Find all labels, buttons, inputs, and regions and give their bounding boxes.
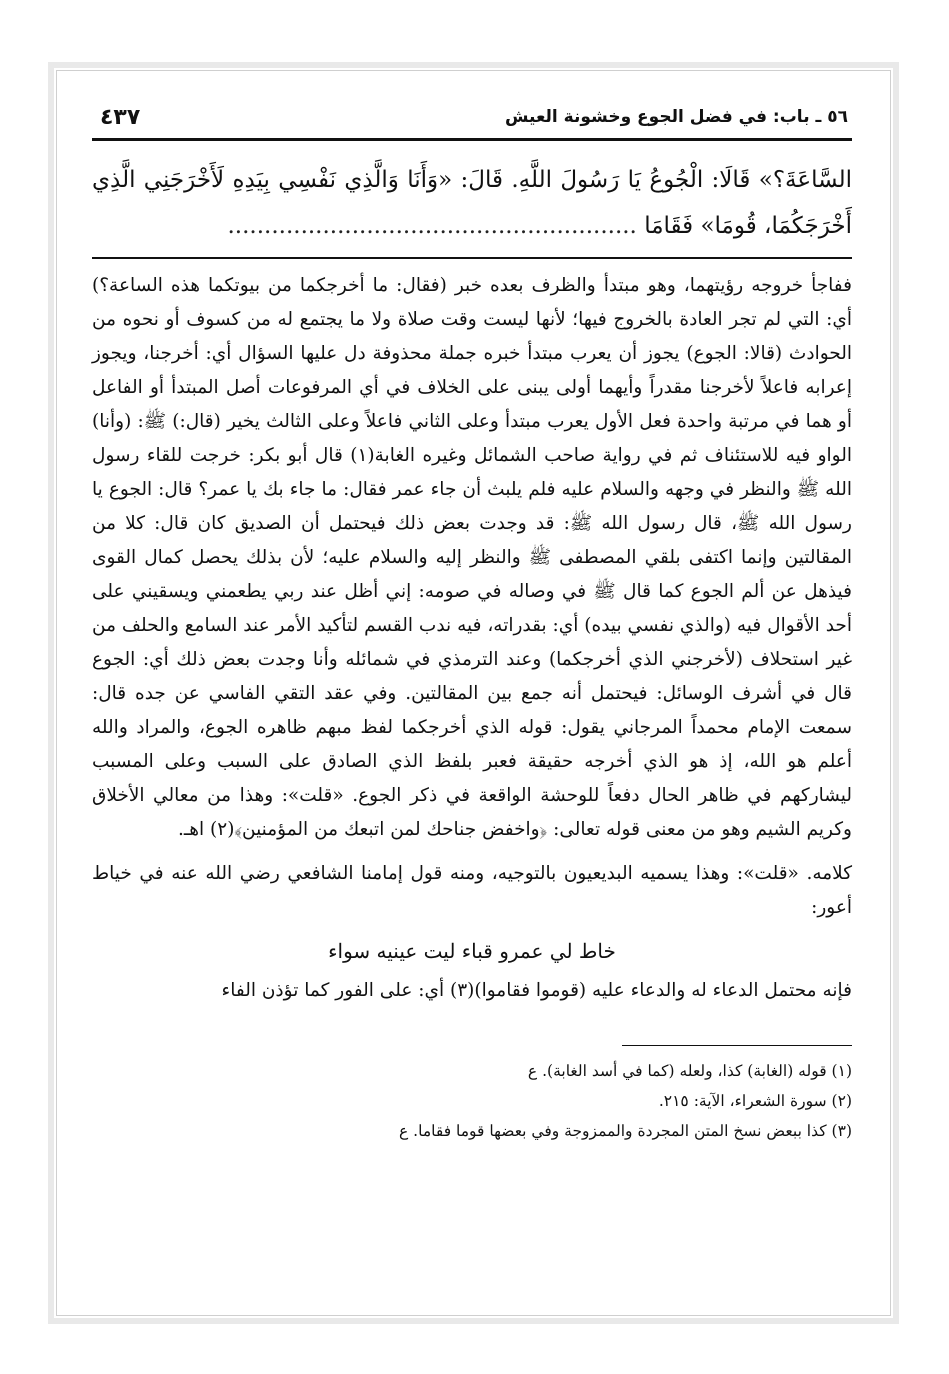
commentary-paragraph: ففاجأ خروجه رؤيتهما، وهو مبتدأ والظرف بعده خبر (فقال: ما أخرجكما من بيوتكما هذه الساعة؟) أي: التي لم تجر العادة بالخروج فيها؛ لأنها ليست وقت صلاة ولا ما يجتمع له من كسوف أو نحوه من الحوادث (قالا: الجوع) يجوز أن يعرب مبتدأ خبره جملة محذوفة دل عليها السؤال أي: أخرجنا، ويجوز إعرابه فاعلاً لأخرجنا مقدراً وأيهما أولى يبنى على الخلاف في أي المرفوعات أصل المبتدأ أو الفاعل أو هما في مرتبة واحدة فعل الأول يعرب مبتدأ وعلى الثاني فاعلاً وعلى الثالث يخير (قال:) ﷺ: (وأنا) الواو فيه للاستئناف ثم في رواية صاحب الشمائل وغيره الغابة(١) قال أبو بكر: خرجت للقاء رسول الله ﷺ والنظر في وجهه والسلام عليه فلم يلبث أن جاء عمر فقال: ما جاء بك يا عمر؟ قال: الجوع يا رسول الله ﷺ، قال رسول الله ﷺ: قد وجدت بعض ذلك فيحتمل أن الصديق كان قال: كلا من المقالتين وإنما اكتفى بلقي المصطفى ﷺ والنظر إليه والسلام عليه؛ لأن بذلك يحصل كمال القوى فيذهل عن ألم الجوع كما قال ﷺ في وصاله في صومه: إني أظل عند ربي يطعمني ويسقيني على أحد الأقوال فيه (والذي نفسي بيده) أي: بقدراته، فيه ندب القسم لتأكيد الأمر عند السامع والحلف من غير استحلاف (لأخرجني الذي أخرجكما) وعند الترمذي في شمائله وأنا وجدت بعض ذلك أي: الجوع قال في أشرف الوسائل: فيحتمل أنه جمع بين المقالتين. وفي عقد التقي الفاسي عن جده قال: سمعت الإمام محمداً المرجاني يقول: قوله الذي أخرجكما لفظ مبهم ظاهره الجوع، والمراد والله أعلم هو الله، إذ هو الذي أخرجه حقيقة فعبر بلفظ الذي الصادق على السبب وعلى المسبب ليشاركهم في ظاهر الحال دفعاً للوحشة الواقعة في ذكر الجوع. «قلت»: وهذا من معالي الأخلاق وكريم الشيم وهو من معنى قوله تعالى: ﴿واخفض جناحك لمن اتبعك من المؤمنين﴾(٢) اهـ. [92, 275, 852, 840]
chapter-title: ٥٦ ـ باب: في فضل الجوع وخشونة العيش [504, 107, 848, 127]
poetry-verse: خاط لي عمرو قباء ليت عينيه سواء [328, 939, 616, 963]
footnotes [92, 1056, 852, 1146]
hadith-text [92, 157, 852, 259]
dotted-leader: ........................................................ [227, 213, 637, 239]
hadith-matn: السَّاعَةَ؟» قَالَا: الْجُوعُ يَا رَسُولَ اللَّهِ. قَالَ: «وَأَنَا وَالَّذِي نَفْسِي بِيَدِهِ لَأَخْرَجَنِي الَّذِي أَخْرَجَكُمَا، قُومَا» فَقَامَا [92, 167, 852, 239]
footnote-3: (٣) كذا ببعض نسخ المتن المجردة والممزوجة وفي بعضها قوما فقاما. ع [399, 1122, 852, 1140]
page-number: ٤٣٧ [100, 104, 141, 130]
footnote-1: (١) قوله (الغابة) كذا، ولعله (كما في أسد الغابة). ع [527, 1062, 852, 1080]
commentary-continuation: كلامه. «قلت»: وهذا يسميه البديعيون بالتوجيه، ومنه قول إمامنا الشافعي رضي الله عنه في خياط أعور: [92, 863, 852, 918]
running-header [92, 96, 852, 141]
footnote-2: (٢) سورة الشعراء، الآية: ٢١٥. [658, 1092, 852, 1110]
book-page [92, 96, 852, 1296]
footnote-divider [622, 1045, 852, 1046]
commentary-closing: فإنه محتمل الدعاء له والدعاء عليه (قوموا فقاموا)(٣) أي: على الفور كما تؤذن الفاء [221, 980, 852, 1001]
